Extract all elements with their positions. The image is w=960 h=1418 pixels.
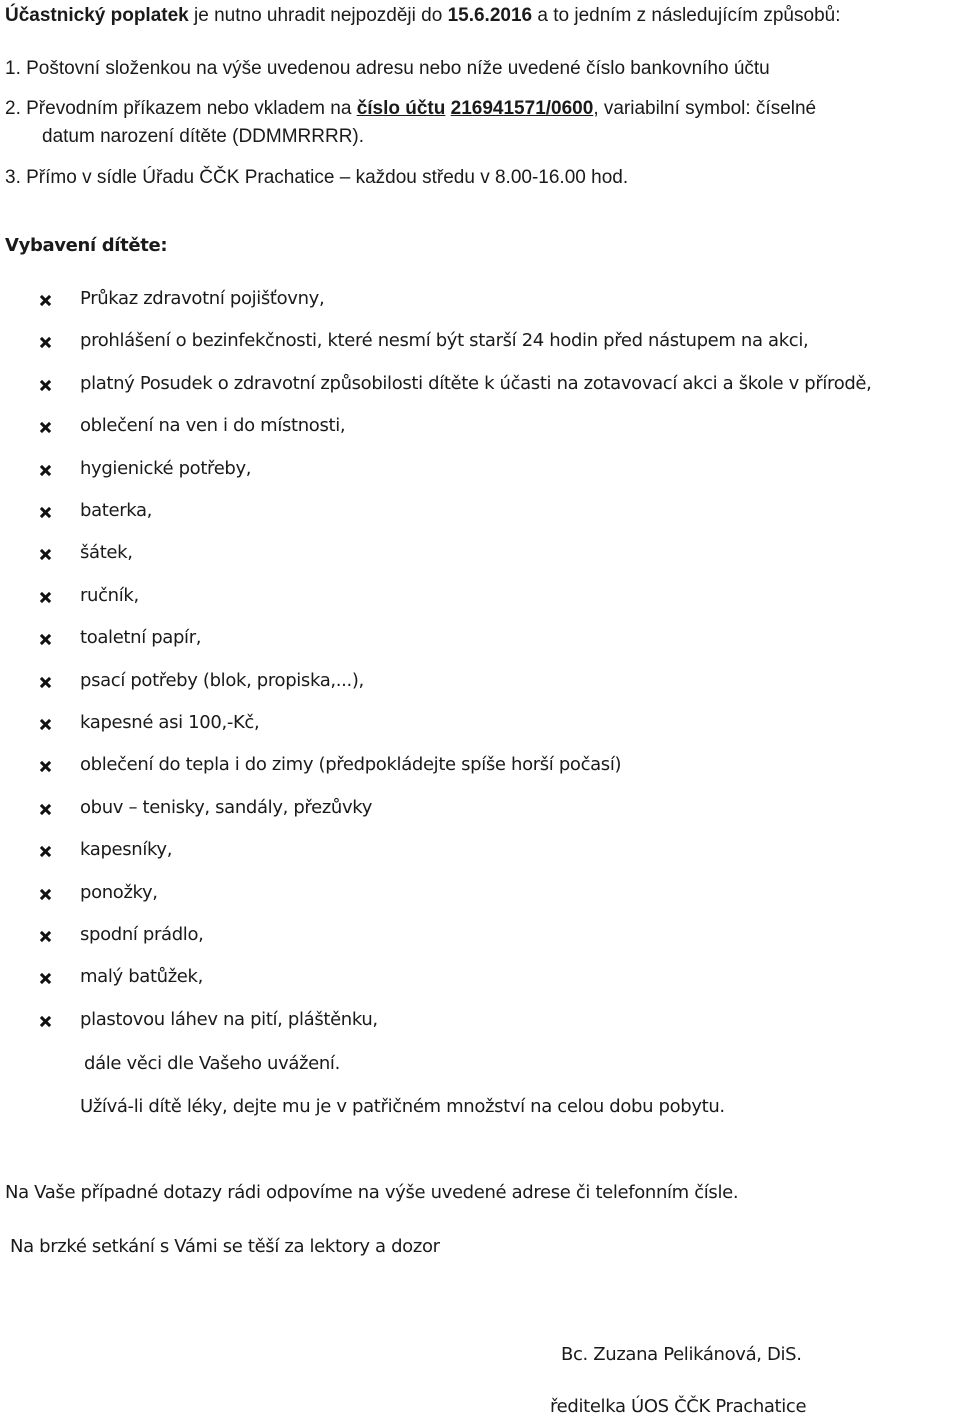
account-label: číslo účtu — [356, 98, 446, 119]
list-item-text: prohlášení o bezinfekčnosti, které nesmí být starší 24 hodin před nástupem na akci, — [80, 330, 809, 352]
list-item-text: plastovou láhev na pití, pláštěnku, — [80, 1008, 378, 1030]
list-item-text: baterka, — [80, 500, 153, 521]
payment-heading-text-a: je nutno uhradit nejpozději do — [188, 5, 448, 26]
x-mark-bullet-icon — [40, 592, 51, 603]
list-item-text: Průkaz zdravotní pojišťovny, — [80, 288, 325, 309]
x-mark-bullet-icon — [40, 295, 51, 306]
list-item-text: hygienické potřeby, — [80, 457, 252, 479]
payment-option-2-suffix: , variabilní symbol: číselné — [593, 98, 817, 119]
x-mark-bullet-icon — [40, 889, 51, 900]
x-mark-bullet-icon — [40, 634, 51, 645]
payment-heading-bold: Účastnický poplatek — [5, 5, 189, 26]
list-item-text: oblečení na ven i do místnosti, — [80, 415, 346, 437]
list-item-text: obuv – tenisky, sandály, přezůvky — [80, 796, 373, 818]
x-mark-bullet-icon — [40, 719, 51, 730]
list-item-text: ručník, — [80, 584, 139, 606]
signature-name: Bc. Zuzana Pelikánová, DiS. — [561, 1344, 802, 1365]
x-mark-bullet-icon — [40, 761, 51, 772]
payment-option-3: 3. Přímo v sídle Úřadu ČČK Prachatice – každou středu v 8.00-16.00 hod. — [5, 167, 629, 188]
list-item-text: spodní prádlo, — [80, 924, 204, 945]
payment-heading-text-b: a to jedním z následujícím způsobů: — [532, 5, 841, 26]
payment-option-1: 1. Poštovní složenkou na výše uvedenou adresu nebo níže uvedené číslo bankovního účtu — [5, 58, 770, 79]
list-item-text: malý batůžek, — [80, 966, 203, 988]
list-item-text: platný Posudek o zdravotní způsobilosti dítěte k účasti na zotavovací akci a škole v přírodě, — [80, 372, 872, 394]
payment-option-2 — [5, 98, 816, 120]
x-mark-bullet-icon — [40, 465, 51, 476]
list-item-text: ponožky, — [80, 881, 158, 903]
x-mark-bullet-icon — [40, 507, 51, 518]
equipment-note-2: Užívá-li dítě léky, dejte mu je v patřičném množství na celou dobu pobytu. — [80, 1096, 725, 1117]
x-mark-bullet-icon — [40, 846, 51, 857]
equipment-heading-text: Vybavení dítěte: — [5, 235, 168, 256]
payment-deadline-date: 15.6.2016 — [447, 5, 533, 26]
x-mark-bullet-icon — [40, 677, 51, 688]
x-mark-bullet-icon — [40, 804, 51, 815]
equipment-note-1: dále věci dle Vašeho uvážení. — [84, 1053, 340, 1074]
list-item-text: toaletní papír, — [80, 627, 202, 649]
payment-option-2-prefix: 2. Převodním příkazem nebo vkladem na — [5, 98, 357, 119]
payment-heading — [5, 5, 840, 27]
payment-option-2-line2: datum narození dítěte (DDMMRRRR). — [42, 126, 365, 147]
x-mark-bullet-icon — [40, 380, 51, 391]
account-number: 216941571/0600 — [450, 98, 594, 119]
list-item-text: kapesné asi 100,-Kč, — [80, 712, 260, 733]
x-mark-bullet-icon — [40, 1016, 51, 1027]
closing-farewell: Na brzké setkání s Vámi se těší za lektory a dozor — [10, 1236, 440, 1257]
list-item-text: oblečení do tepla i do zimy (předpokládejte spíše horší počasí) — [80, 754, 622, 776]
list-item-text: šátek, — [80, 542, 133, 564]
signature-title: ředitelka ÚOS ČČK Prachatice — [550, 1396, 807, 1417]
x-mark-bullet-icon — [40, 549, 51, 560]
x-mark-bullet-icon — [40, 973, 51, 984]
closing-questions: Na Vaše případné dotazy rádi odpovíme na výše uvedené adrese či telefonním čísle. — [5, 1182, 739, 1203]
list-item-text: psací potřeby (blok, propiska,...), — [80, 669, 364, 691]
equipment-heading — [5, 235, 167, 256]
x-mark-bullet-icon — [40, 337, 51, 348]
x-mark-bullet-icon — [40, 931, 51, 942]
list-item-text: kapesníky, — [80, 839, 173, 861]
x-mark-bullet-icon — [40, 422, 51, 433]
